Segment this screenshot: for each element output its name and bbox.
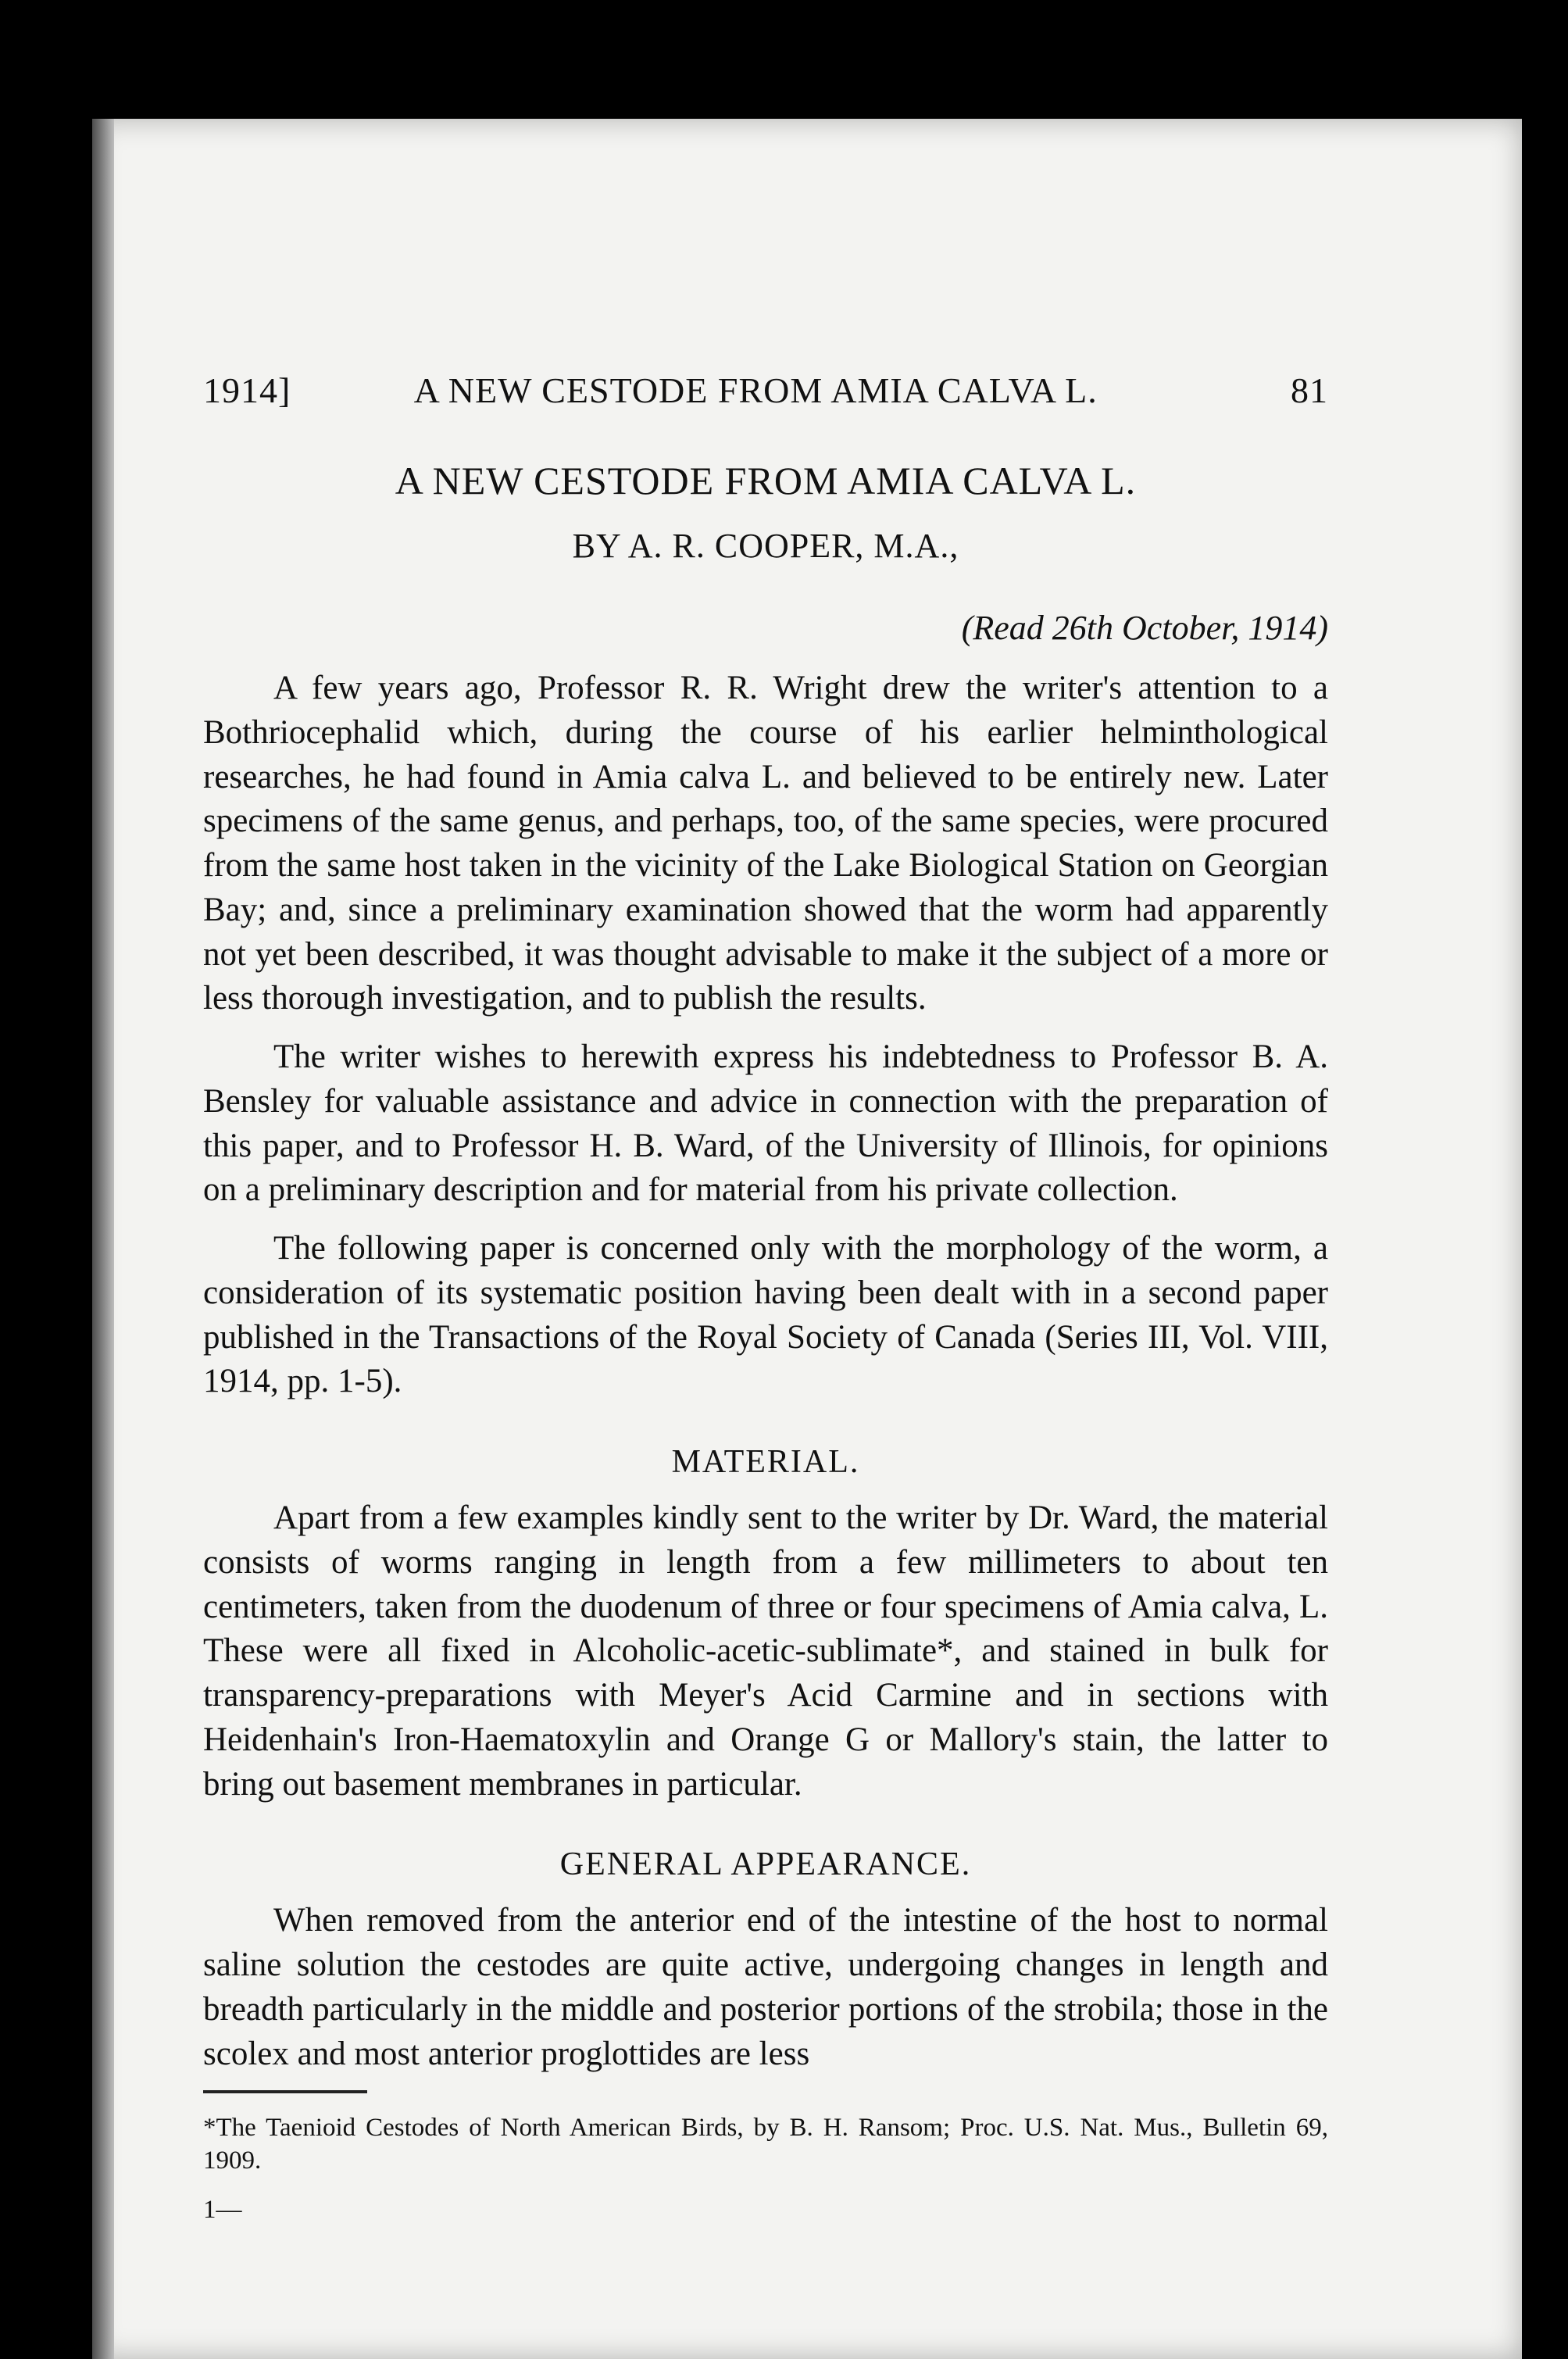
document-content [203,369,1328,2225]
author-byline: BY A. R. COOPER, M.A., [572,527,959,566]
intro-paragraph-3: The following paper is concerned only with the morphology of the worm, a consideration of its systematic position having been dealt with in a second paper published in the Transactions of the Royal Society of Canada (Series III, Vol. VIII, 1914, pp. 1-5). [203,1230,1328,1400]
intro-paragraph-1: A few years ago, Professor R. R. Wright drew the writer's attention to a Bothriocephalid which, during the course of his earlier helminthological researches, he had found in Amia calva L. and believed to be entirely new. Later specimens of the same genus, and perhaps, too, of the same species, were procured from the same host taken in the vicinity of the Lake Biological Station on Georgian Bay; and, since a preliminary examination showed that the worm had apparently not yet been described, it was thought advisable to make it the subject of a more or less thorough investigation, and to publish the results. [203,670,1328,1017]
header-year: 1914] [203,370,291,410]
read-date-note: (Read 26th October, 1914) [961,609,1328,648]
page-edge-shadow [92,119,114,2359]
scanned-page [92,119,1522,2359]
footnote-divider [203,2090,367,2093]
header-title: A NEW CESTODE FROM AMIA CALVA L. [413,370,1098,410]
article-title: A NEW CESTODE FROM AMIA CALVA L. [395,459,1137,503]
footnote: *The Taenioid Cestodes of North American Birds, by B. H. Ransom; Proc. U.S. Nat. Mus., Bulletin 69, 1909. [203,2114,1328,2175]
page-number: 81 [1291,370,1328,410]
running-header [203,369,1328,412]
signature-mark: 1— [203,2195,242,2224]
section-heading-material: MATERIAL. [671,1444,860,1481]
section-text-material: Apart from a few examples kindly sent to the writer by Dr. Ward, the material consists of worms ranging in length from a few millimeters to about ten centimeters, taken from the duodenum of three or four specimens of Amia calva, L. These were all fixed in Alcoholic-acetic-sublimate*, and stained in bulk for transparency-preparations with Meyer's Acid Carmine and in sections with Heidenhain's Iron-Haematoxylin and Orange G or Mallory's stain, the latter to bring out basement membranes in particular. [203,1499,1328,1803]
intro-paragraph-2: The writer wishes to herewith express his indebtedness to Professor B. A. Bensley for valuable assistance and advice in connection with the preparation of this paper, and to Professor H. B. Ward, of the University of Illinois, for opinions on a preliminary description and for material from his private collection. [203,1038,1328,1209]
section-text-general-appearance: When removed from the anterior end of the intestine of the host to normal saline solution the cestodes are quite active, undergoing changes in length and breadth particularly in the middle and posterior portions of the strobila; those in the scolex and most anterior proglottides are less [203,1902,1328,2072]
section-heading-general-appearance: GENERAL APPEARANCE. [559,1846,972,1883]
